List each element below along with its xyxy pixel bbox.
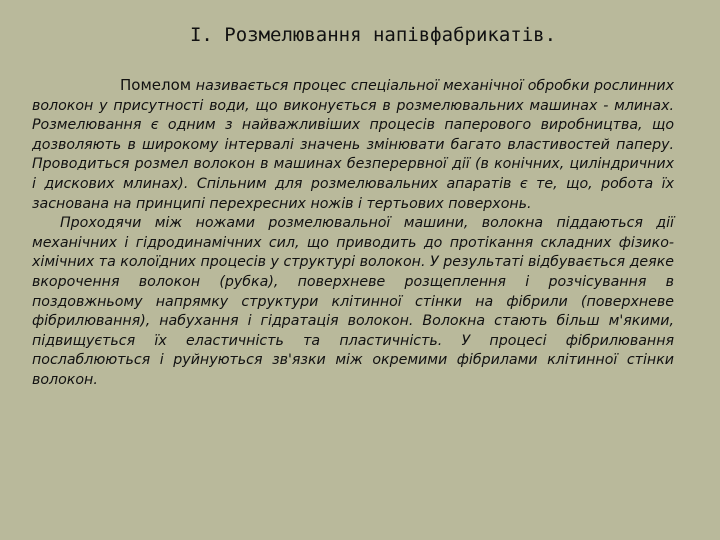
paragraph-1-text: називається процес спеціальної механічної обробки рослинних волокон у присутності води, що виконується в розмелювальних машинах - млинах. Розмелювання є одним з найважливіших процесів паперового виробництва, що дозволяють в широкому інтервалі значень змінювати багато властивостей паперу. Проводиться розмел волокон в машинах безперервної дії (в конічних, циліндричних і дискових млинах). Спільним для розмелювальних апаратів є те, що, робота їх заснована на принципі перехресних ножів і тертьових поверхонь.: [32, 78, 674, 212]
slide-title: I. Розмелювання напівфабрикатів.: [189, 24, 557, 46]
paragraph-1: [32, 76, 674, 214]
paragraph-2-text: Проходячи між ножами розмелювальної машини, волокна піддаються дії механічних і гідродинамічних сил, що приводить до протікання складних фізико-хімічних та колоїдних процесів у структурі волокон. У результаті відбувається деяке вкорочення волокон (рубка), поверхневе розщеплення і розчісування в поздовжньому напрямку структури клітинної стінки на фібрили (поверхневе фібрилювання), набухання і гідратація волокон. Волокна стають більш м'якими, підвищується їх еластичність та пластичність. У процесі фібрилювання послаблюються і руйнуються зв'язки між окремими фібрилами клітинної стінки волокон.: [32, 215, 674, 388]
lead-term: Помелом: [120, 76, 192, 94]
paragraph-2: [32, 214, 674, 390]
body-text: [32, 76, 674, 391]
